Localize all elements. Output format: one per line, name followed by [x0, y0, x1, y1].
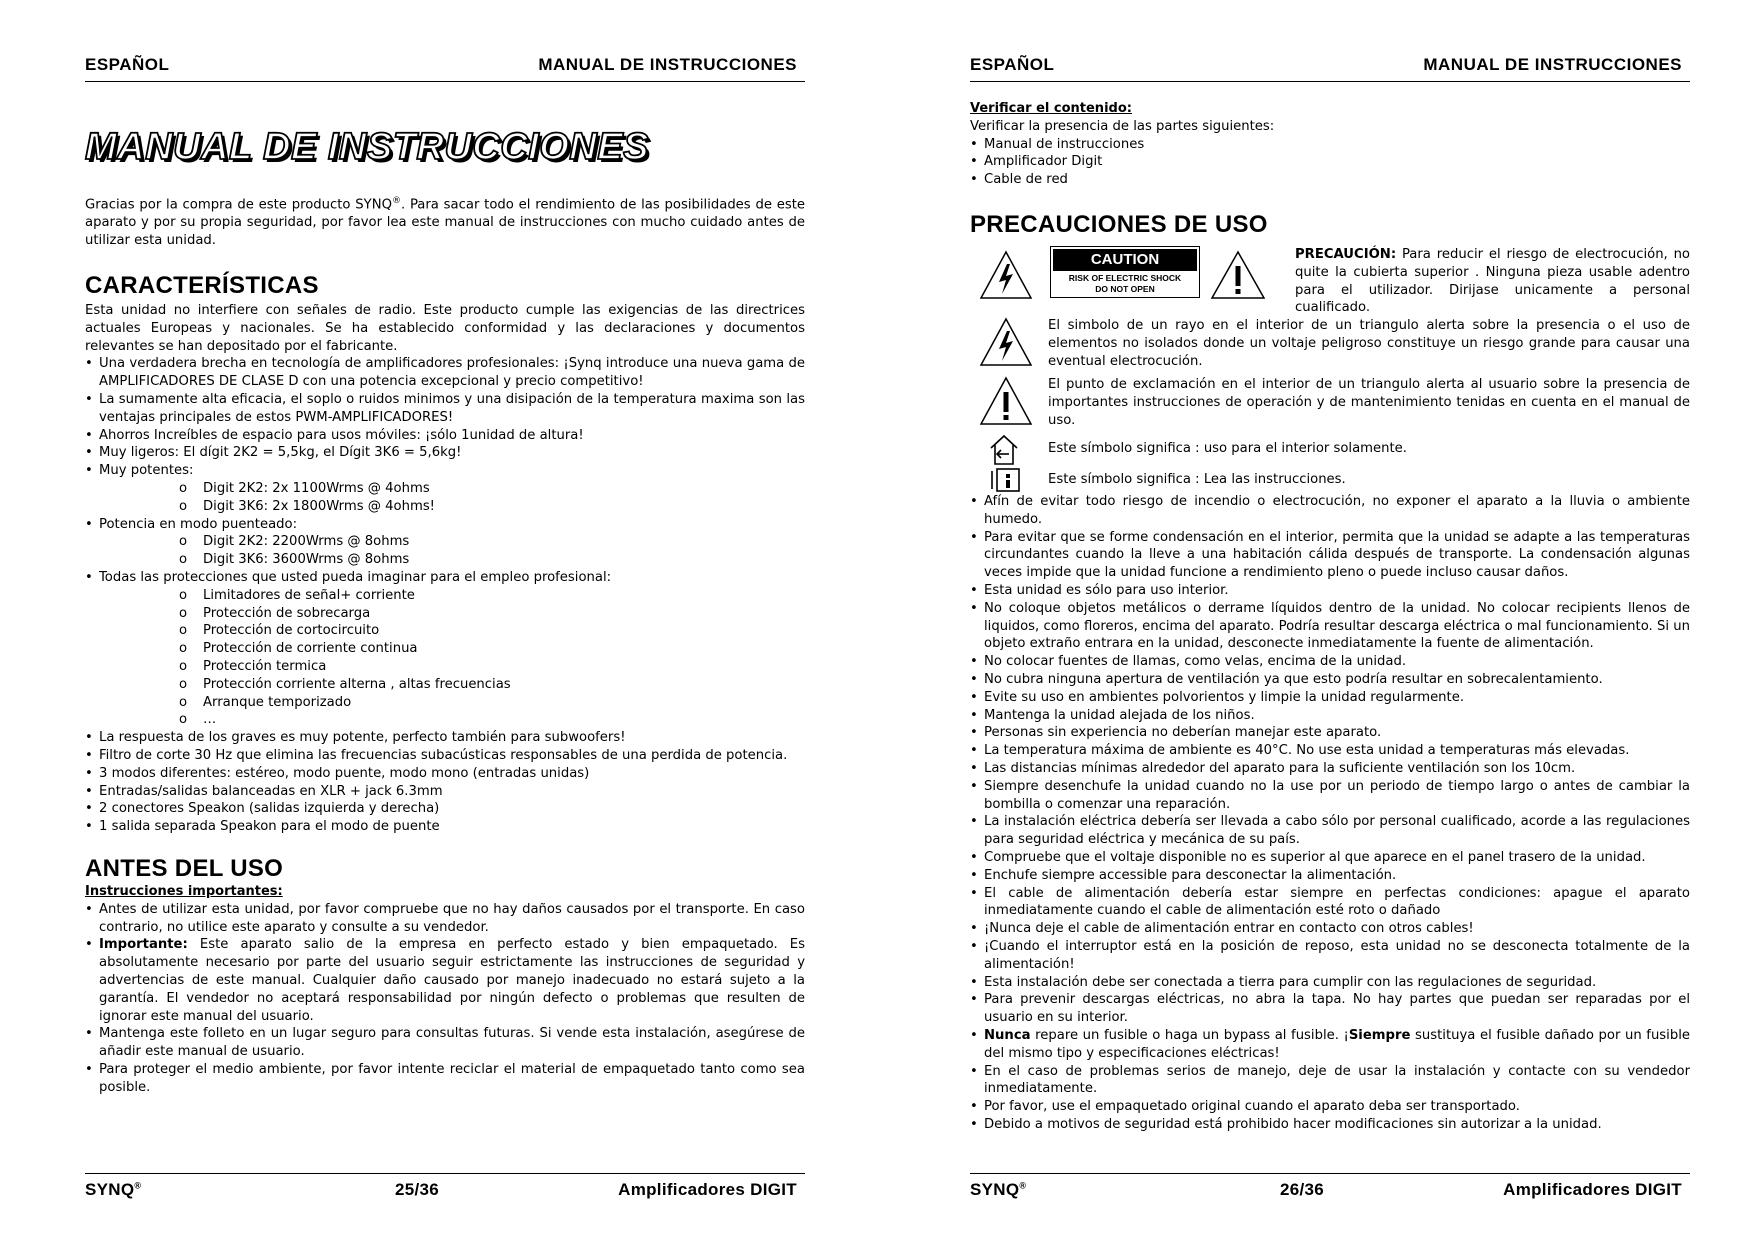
intro	[85, 193, 805, 250]
exclamation-description: El punto de exclamación en el interior de un triangulo alerta al usuario sobre la presencia de importantes instrucciones de operación y de mantenimiento tenidas en cuenta en el manual de uso.	[1048, 377, 1690, 428]
lightning-symbol-row	[970, 317, 1690, 370]
page-header	[85, 55, 805, 82]
features-intro: Esta unidad no interfiere con señales de radio. Este producto cumple las exigencias de las directrices actuales Europeas y nacionales. Se ha establecido conformidad y las declaraciones y documentos relevantes se han depositado por el fabricante.	[85, 303, 805, 354]
important-heading: Instrucciones importantes:	[85, 884, 283, 899]
intro-text-a: Gracias por la compra de este producto SYNQ	[85, 197, 392, 213]
sublist-item: o …	[179, 711, 805, 729]
caution-label-box	[1050, 246, 1200, 298]
caution-label: CAUTION	[1053, 249, 1197, 271]
read-manual-icon	[989, 467, 1023, 493]
list-item	[970, 1027, 1690, 1063]
brand-mark: ®	[1019, 1180, 1027, 1191]
list-item: • No coloque objetos metálicos o derrame líquidos dentro de la unidad. No colocar recipients llenos de liquidos, como floreros, encima del aparato. Podría resultar descarga eléctrica o mal funcionamiento. Si un objeto extraño entrara en la unidad, desconecte inmediatamente la fuente de alimentación.	[970, 600, 1690, 653]
intro-text-b: . Para sacar todo el rendimiento de las posibilidades de este aparato y por su propia seguridad, por favor lea este manual de instrucciones con mucho cuidado antes de utilizar esta unidad.	[85, 197, 805, 248]
exclamation-symbol-row	[970, 376, 1690, 429]
before-use-list	[85, 901, 805, 1097]
list-item: • Mantenga la unidad alejada de los niños.	[970, 707, 1690, 725]
list-item: • La temperatura máxima de ambiente es 40°C. No use esta unidad a temperaturas más elevadas.	[970, 742, 1690, 760]
precautions-title: PRECAUCIONES DE USO	[970, 211, 1268, 238]
list-item: • Para evitar que se forme condensación en el interior, permita que la unidad se adapte a las temperaturas circundantes cuando la lleve a una habitación cálida después de transporte. La condensación algunas veces impide que la unidad funcione a rendimiento pleno o puede incluso causar daños.	[970, 529, 1690, 582]
list-item: • No colocar fuentes de llamas, como velas, encima de la unidad.	[970, 653, 1690, 671]
verify-heading: Verificar el contenido:	[970, 101, 1132, 116]
sublist-item: o Protección termica	[179, 658, 805, 676]
sublist	[99, 480, 805, 516]
list-item: • Las distancias mínimas alrededor del aparato para la suficiente ventilación son los 10cm.	[970, 760, 1690, 778]
left-content	[85, 126, 805, 169]
sublist-item: o Digit 3K6: 2x 1800Wrms @ 4ohms!	[179, 498, 805, 516]
list-item-text: repare un fusible o haga un bypass al fusible. ¡	[1030, 1027, 1349, 1043]
precaution-label: PRECAUCIÓN:	[1295, 247, 1397, 262]
verify-list	[970, 136, 1690, 189]
indoor-description: Este símbolo significa : uso para el interior solamente.	[1048, 441, 1407, 456]
lightning-description: El simbolo de un rayo en el interior de un triangulo alerta sobre la presencia o el uso de elementos no isolados donde un voltaje peligroso constituye un riesgo grande para causar una eventual electrocución.	[1048, 318, 1690, 369]
precautions-list	[970, 493, 1690, 1134]
read-description: Este símbolo significa : Lea las instrucciones.	[1048, 472, 1346, 487]
list-item: • Mantenga este folleto en un lugar seguro para consultas futuras. Si vende esta instalación, asegúrese de añadir este manual de usuario.	[85, 1025, 805, 1061]
features-section	[85, 272, 805, 836]
list-item: • ¡Nunca deje el cable de alimentación entrar en contacto con otros cables!	[970, 920, 1690, 938]
footer-product: Amplificadores DIGIT	[618, 1180, 797, 1199]
sublist	[99, 533, 805, 569]
sublist-item: o Limitadores de señal+ corriente	[179, 587, 805, 605]
list-item: • Siempre desenchufe la unidad cuando no la use por un periodo de tiempo largo o antes de cambiar la bombilla o comenzar una reparación.	[970, 778, 1690, 814]
before-use-title: ANTES DEL USO	[85, 855, 284, 882]
list-item: • 3 modos diferentes: estéreo, modo puente, modo mono (entradas unidas)	[85, 765, 805, 783]
caution-subtext	[1051, 273, 1199, 295]
never-label: Nunca	[984, 1027, 1031, 1043]
header-title: MANUAL DE INSTRUCCIONES	[1423, 55, 1682, 74]
brand-name: SYNQ	[970, 1180, 1020, 1199]
footer-product: Amplificadores DIGIT	[1503, 1180, 1682, 1199]
right-page	[970, 0, 1690, 1240]
list-item-text: Este aparato salio de la empresa en perfecto estado y bien empaquetado. Es absolutamente necesario por parte del usuario seguir estrictamente las instrucciones de seguridad y advertencias de este manual. Cualquier daño causado por manejo inadecuado no estará sujeto a la garantía. El vendedor no aceptará responsabilidad por ningún defecto o problemas que resulten de ignorar este manual del usuario.	[99, 937, 805, 1024]
caution-line: RISK OF ELECTRIC SHOCK	[1068, 273, 1182, 283]
registered-mark: ®	[391, 196, 401, 206]
page-header	[970, 55, 1690, 82]
page-footer	[970, 1173, 1690, 1204]
list-item: • Antes de utilizar esta unidad, por favor compruebe que no hay daños causados por el transporte. En caso contrario, no utilice este aparato y consulte a su vendedor.	[85, 901, 805, 937]
list-item: • Evite su uso en ambientes polvorientos y limpie la unidad regularmente.	[970, 689, 1690, 707]
page-footer	[85, 1173, 805, 1204]
sublist-item: o Digit 3K6: 3600Wrms @ 8ohms	[179, 551, 805, 569]
caution-row	[970, 246, 1690, 316]
sublist-item: o Arranque temporizado	[179, 694, 805, 712]
list-item-text: Potencia en modo puenteado:	[99, 516, 298, 532]
list-item: • 1 salida separada Speakon para el modo de puente	[85, 818, 805, 836]
footer-brand	[970, 1180, 1026, 1200]
header-language: ESPAÑOL	[970, 55, 1055, 74]
list-item: • No cubra ninguna apertura de ventilación ya que esto podría resultar en sobrecalentamiento.	[970, 671, 1690, 689]
header-title: MANUAL DE INSTRUCCIONES	[538, 55, 797, 74]
footer-brand	[85, 1180, 141, 1200]
lightning-warning-icon	[979, 317, 1033, 367]
precaution-body: Para reducir el riesgo de electrocución, no quite la cubierta superior . Ninguna pieza usable adentro para el utilizador. Dirijase unicamente a personal cualificado.	[1295, 247, 1690, 316]
list-item	[85, 516, 805, 569]
list-item: • La sumamente alta eficacia, el soplo o ruidos minimos y una disipación de la temperatura maxima son las ventajas principales de estos PWM-AMPLIFICADORES!	[85, 391, 805, 427]
sublist-item: o Protección de corriente continua	[179, 640, 805, 658]
list-item: • El cable de alimentación debería estar siempre en perfectas condiciones: apague el aparato inmediatamente cuando el cable de alimentación esté roto o dañado	[970, 885, 1690, 921]
main-title: MANUAL DE INSTRUCCIONES	[85, 126, 649, 168]
brand-mark: ®	[134, 1180, 142, 1191]
list-item: • En el caso de problemas serios de manejo, deje de usar la instalación y contacte con su vendedor inmediatamente.	[970, 1063, 1690, 1099]
brand-name: SYNQ	[85, 1180, 135, 1199]
list-item: • Amplificador Digit	[970, 153, 1690, 171]
sublist-item: o Protección corriente alterna , altas frecuencias	[179, 676, 805, 694]
always-label: Siempre	[1348, 1027, 1411, 1043]
list-item: • Personas sin experiencia no deberían manejar este aparato.	[970, 724, 1690, 742]
list-item: • Muy ligeros: El dígit 2K2 = 5,5kg, el Dígit 3K6 = 5,6kg!	[85, 444, 805, 462]
list-item: • Cable de red	[970, 171, 1690, 189]
list-item: • Por favor, use el empaquetado original cuando el aparato deba ser transportado.	[970, 1098, 1690, 1116]
list-item: • Ahorros Increíbles de espacio para usos móviles: ¡sólo 1unidad de altura!	[85, 427, 805, 445]
sublist-item: o Digit 2K2: 2200Wrms @ 8ohms	[179, 533, 805, 551]
list-item-text: sustituya el fusible dañado por un fusible del mismo tipo y especificaciones eléctricas!	[984, 1027, 1690, 1061]
sublist-item: o Protección de cortocircuito	[179, 622, 805, 640]
list-item: • Esta unidad es sólo para uso interior.	[970, 582, 1690, 600]
intro-paragraph	[85, 193, 805, 250]
indoor-symbol-row	[970, 434, 1690, 458]
list-item: • La respuesta de los graves es muy potente, perfecto también para subwoofers!	[85, 729, 805, 747]
exclamation-warning-icon	[1210, 250, 1266, 300]
precaution-text	[1295, 246, 1690, 317]
list-item: • Para prevenir descargas eléctricas, no abra la tapa. No hay partes que puedan ser reparadas por el usuario en su interior.	[970, 991, 1690, 1027]
list-item: • Manual de instrucciones	[970, 136, 1690, 154]
features-title: CARACTERÍSTICAS	[85, 272, 319, 299]
features-list	[85, 355, 805, 836]
list-item: • Afín de evitar todo riesgo de incendio o electrocución, no exponer el aparato a la lluvia o ambiente humedo.	[970, 493, 1690, 529]
list-item: • Una verdadera brecha en tecnología de amplificadores profesionales: ¡Synq introduce una nueva gama de AMPLIFICADORES DE CLASE D con una potencia excepcional y precio competitivo!	[85, 355, 805, 391]
list-item-text: Muy potentes:	[99, 463, 194, 479]
sublist	[99, 587, 805, 729]
list-item: • La instalación eléctrica debería ser llevada a cabo sólo por personal cualificado, acorde a las regulaciones para seguridad eléctrica y mecánica de su país.	[970, 813, 1690, 849]
header-language: ESPAÑOL	[85, 55, 170, 74]
precautions-list-section	[970, 493, 1690, 1134]
lightning-warning-icon	[979, 250, 1033, 300]
verify-intro: Verificar la presencia de las partes siguientes:	[970, 118, 1275, 134]
important-label: Importante:	[99, 937, 188, 953]
before-use-section	[85, 855, 805, 1097]
list-item: • Esta instalación debe ser conectada a tierra para cumplir con las regulaciones de seguridad.	[970, 974, 1690, 992]
list-item	[85, 569, 805, 729]
page-number: 26/36	[1280, 1180, 1325, 1199]
list-item: • 2 conectores Speakon (salidas izquierda y derecha)	[85, 800, 805, 818]
list-item: • ¡Cuando el interruptor está en la posición de reposo, esta unidad no se desconecta totalmente de la alimentación!	[970, 938, 1690, 974]
list-item: • Filtro de corte 30 Hz que elimina las frecuencias subacústicas responsables de una perdida de potencia.	[85, 747, 805, 765]
list-item: • Compruebe que el voltaje disponible no es superior al que aparece en el panel trasero de la unidad.	[970, 849, 1690, 867]
list-item: • Enchufe siempre accessible para desconectar la alimentación.	[970, 867, 1690, 885]
sublist-item: o Protección de sobrecarga	[179, 605, 805, 623]
sublist-item: o Digit 2K2: 2x 1100Wrms @ 4ohms	[179, 480, 805, 498]
precautions-section	[970, 211, 1690, 239]
caution-line: DO NOT OPEN	[1095, 284, 1155, 294]
list-item	[85, 936, 805, 1025]
list-item: • Debido a motivos de seguridad está prohibido hacer modificaciones sin autorizar a la unidad.	[970, 1116, 1690, 1134]
page-number: 25/36	[395, 1180, 440, 1199]
verify-section	[970, 100, 1690, 189]
indoor-house-icon	[989, 434, 1019, 466]
list-item-text: Todas las protecciones que usted pueda imaginar para el empleo profesional:	[99, 569, 612, 585]
exclamation-warning-icon	[979, 376, 1033, 426]
read-symbol-row	[970, 467, 1690, 489]
left-page	[85, 0, 805, 1240]
list-item: • Para proteger el medio ambiente, por favor intente reciclar el material de empaquetado tanto como sea posible.	[85, 1061, 805, 1097]
list-item	[85, 462, 805, 515]
list-item: • Entradas/salidas balanceadas en XLR + jack 6.3mm	[85, 783, 805, 801]
